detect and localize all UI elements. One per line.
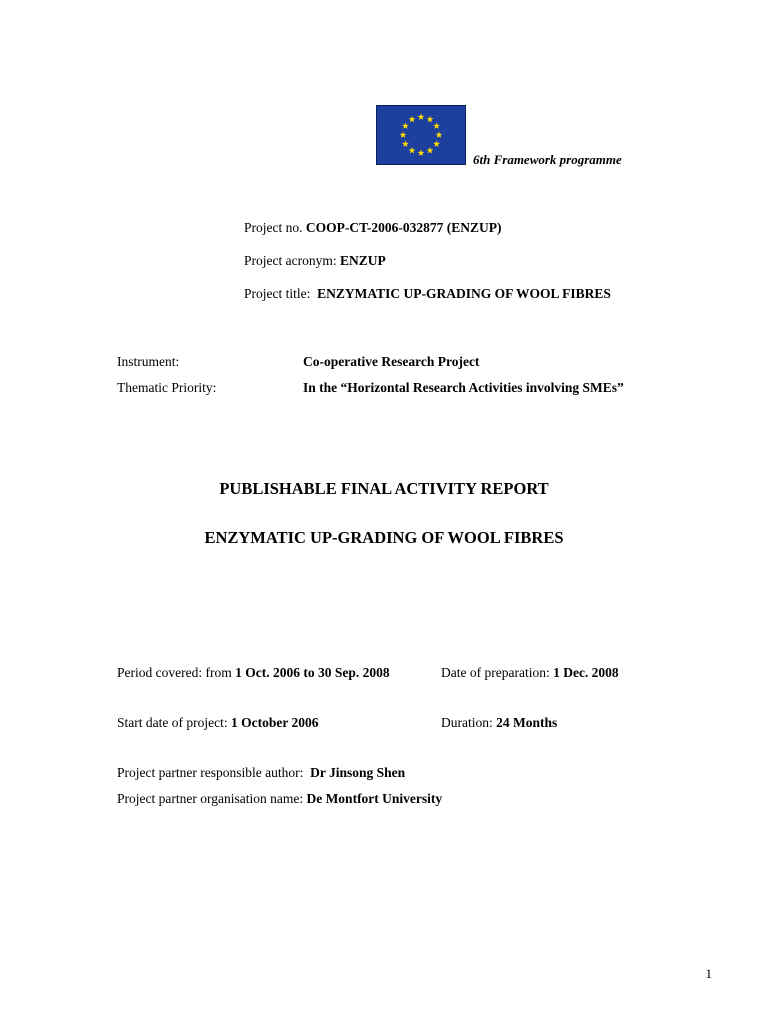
start-date-line: [117, 715, 318, 731]
period-label: Period covered: from: [117, 665, 232, 680]
project-no-value: COOP-CT-2006-032877 (ENZUP): [305, 220, 502, 235]
duration-label: Duration:: [441, 715, 493, 730]
eu-flag-icon: [376, 105, 466, 165]
preparation-line: [441, 665, 619, 681]
instrument-value-text: Co-operative Research Project: [303, 354, 480, 369]
flag-star: [418, 149, 425, 156]
start-date-label: Start date of project:: [117, 715, 228, 730]
thematic-value-text: In the “Horizontal Research Activities involving SMEs”: [303, 380, 624, 395]
flag-star: [409, 147, 416, 154]
thematic-label: Thematic Priority:: [117, 380, 217, 395]
flag-star: [433, 122, 440, 129]
organisation-line: [117, 791, 442, 807]
project-title-line: [244, 286, 611, 302]
flag-star: [436, 131, 443, 138]
flag-star: [400, 131, 407, 138]
period-line: [117, 665, 390, 681]
duration-line: [441, 715, 557, 731]
preparation-value: 1 Dec. 2008: [553, 665, 619, 680]
flag-star: [418, 113, 425, 120]
report-title: PUBLISHABLE FINAL ACTIVITY REPORT: [219, 479, 549, 498]
thematic-value: [303, 380, 624, 396]
project-title-label: Project title:: [244, 286, 311, 301]
flag-star: [427, 116, 434, 123]
flag-star: [409, 116, 416, 123]
project-acronym-value: ENZUP: [339, 253, 386, 268]
flag-star: [402, 122, 409, 129]
flag-star: [427, 147, 434, 154]
period-value: 1 Oct. 2006 to 30 Sep. 2008: [235, 665, 390, 680]
flag-star: [402, 140, 409, 147]
organisation-label: Project partner organisation name:: [117, 791, 304, 806]
instrument-label: Instrument:: [117, 354, 180, 369]
flag-star: [433, 140, 440, 147]
report-subtitle: ENZYMATIC UP-GRADING OF WOOL FIBRES: [204, 528, 564, 547]
project-no-label: Project no.: [244, 220, 303, 235]
eu-stars: [377, 106, 465, 164]
project-acronym-line: [244, 253, 386, 269]
page-number: 1: [705, 966, 712, 981]
project-acronym-label: Project acronym:: [244, 253, 337, 268]
project-title-value: ENZYMATIC UP-GRADING OF WOOL FIBRES: [317, 286, 611, 301]
preparation-label: Date of preparation:: [441, 665, 550, 680]
author-value: Dr Jinsong Shen: [310, 765, 406, 780]
duration-value: 24 Months: [496, 715, 558, 730]
programme-label: 6th Framework programme: [473, 152, 622, 167]
instrument-value: [303, 354, 479, 370]
start-date-value: 1 October 2006: [230, 715, 319, 730]
project-no-line: [244, 220, 502, 236]
author-label: Project partner responsible author:: [117, 765, 304, 780]
organisation-value: De Montfort University: [306, 791, 443, 806]
author-line: [117, 765, 405, 781]
